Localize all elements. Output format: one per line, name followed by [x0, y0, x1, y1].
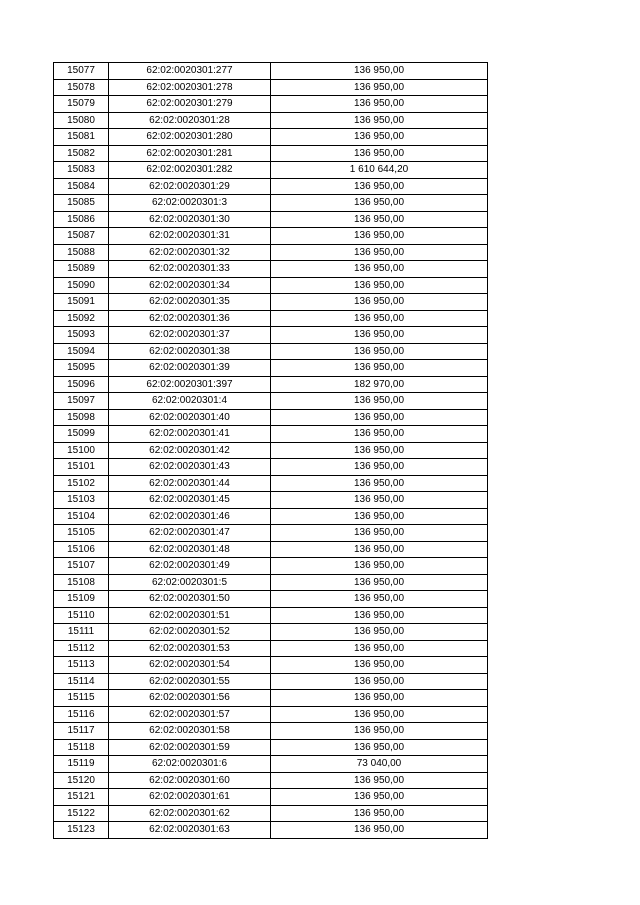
row-number-cell: 15111: [54, 624, 109, 641]
cadastral-number-cell: 62:02:0020301:33: [109, 261, 271, 278]
table-row: [54, 822, 488, 839]
value-cell: 136 950,00: [271, 673, 488, 690]
row-number-cell: 15113: [54, 657, 109, 674]
cadastral-number-cell: 62:02:0020301:49: [109, 558, 271, 575]
table-row: [54, 360, 488, 377]
cadastral-number-cell: 62:02:0020301:277: [109, 63, 271, 80]
row-number-cell: 15078: [54, 79, 109, 96]
cadastral-number-cell: 62:02:0020301:42: [109, 442, 271, 459]
table-row: [54, 195, 488, 212]
row-number-cell: 15106: [54, 541, 109, 558]
cadastral-number-cell: 62:02:0020301:61: [109, 789, 271, 806]
row-number-cell: 15120: [54, 772, 109, 789]
row-number-cell: 15080: [54, 112, 109, 129]
cadastral-number-cell: 62:02:0020301:278: [109, 79, 271, 96]
cadastral-number-cell: 62:02:0020301:63: [109, 822, 271, 839]
value-cell: 136 950,00: [271, 591, 488, 608]
value-cell: 136 950,00: [271, 310, 488, 327]
value-cell: 136 950,00: [271, 525, 488, 542]
cadastral-number-cell: 62:02:0020301:60: [109, 772, 271, 789]
value-cell: 136 950,00: [271, 327, 488, 344]
cadastral-number-cell: 62:02:0020301:43: [109, 459, 271, 476]
table-row: [54, 607, 488, 624]
value-cell: 136 950,00: [271, 261, 488, 278]
row-number-cell: 15091: [54, 294, 109, 311]
table-row: [54, 805, 488, 822]
value-cell: 136 950,00: [271, 145, 488, 162]
cadastral-number-cell: 62:02:0020301:59: [109, 739, 271, 756]
table-row: [54, 673, 488, 690]
table-row: [54, 129, 488, 146]
value-cell: 136 950,00: [271, 459, 488, 476]
value-cell: 136 950,00: [271, 789, 488, 806]
row-number-cell: 15118: [54, 739, 109, 756]
row-number-cell: 15088: [54, 244, 109, 261]
table-row: [54, 277, 488, 294]
cadastral-number-cell: 62:02:0020301:3: [109, 195, 271, 212]
row-number-cell: 15089: [54, 261, 109, 278]
table-row: [54, 343, 488, 360]
row-number-cell: 15077: [54, 63, 109, 80]
value-cell: 136 950,00: [271, 393, 488, 410]
row-number-cell: 15096: [54, 376, 109, 393]
row-number-cell: 15099: [54, 426, 109, 443]
row-number-cell: 15101: [54, 459, 109, 476]
table-body: [54, 63, 488, 839]
row-number-cell: 15110: [54, 607, 109, 624]
value-cell: 136 950,00: [271, 211, 488, 228]
row-number-cell: 15102: [54, 475, 109, 492]
table-row: [54, 574, 488, 591]
cadastral-number-cell: 62:02:0020301:51: [109, 607, 271, 624]
value-cell: 136 950,00: [271, 822, 488, 839]
cadastral-number-cell: 62:02:0020301:39: [109, 360, 271, 377]
cadastral-number-cell: 62:02:0020301:35: [109, 294, 271, 311]
row-number-cell: 15119: [54, 756, 109, 773]
value-cell: 136 950,00: [271, 706, 488, 723]
cadastral-number-cell: 62:02:0020301:41: [109, 426, 271, 443]
value-cell: 136 950,00: [271, 492, 488, 509]
table-row: [54, 178, 488, 195]
row-number-cell: 15079: [54, 96, 109, 113]
value-cell: 136 950,00: [271, 112, 488, 129]
value-cell: 136 950,00: [271, 409, 488, 426]
table-row: [54, 525, 488, 542]
table-row: [54, 739, 488, 756]
row-number-cell: 15083: [54, 162, 109, 179]
cadastral-number-cell: 62:02:0020301:32: [109, 244, 271, 261]
table-row: [54, 772, 488, 789]
table-row: [54, 756, 488, 773]
row-number-cell: 15105: [54, 525, 109, 542]
row-number-cell: 15087: [54, 228, 109, 245]
cadastral-number-cell: 62:02:0020301:28: [109, 112, 271, 129]
cadastral-number-cell: 62:02:0020301:280: [109, 129, 271, 146]
row-number-cell: 15104: [54, 508, 109, 525]
cadastral-number-cell: 62:02:0020301:5: [109, 574, 271, 591]
cadastral-number-cell: 62:02:0020301:56: [109, 690, 271, 707]
row-number-cell: 15084: [54, 178, 109, 195]
table-row: [54, 79, 488, 96]
table-row: [54, 261, 488, 278]
cadastral-number-cell: 62:02:0020301:45: [109, 492, 271, 509]
row-number-cell: 15093: [54, 327, 109, 344]
value-cell: 136 950,00: [271, 607, 488, 624]
table-row: [54, 211, 488, 228]
cadastral-number-cell: 62:02:0020301:58: [109, 723, 271, 740]
cadastral-number-cell: 62:02:0020301:34: [109, 277, 271, 294]
cadastral-number-cell: 62:02:0020301:44: [109, 475, 271, 492]
value-cell: 136 950,00: [271, 475, 488, 492]
cadastral-number-cell: 62:02:0020301:37: [109, 327, 271, 344]
value-cell: 136 950,00: [271, 195, 488, 212]
row-number-cell: 15112: [54, 640, 109, 657]
cadastral-number-cell: 62:02:0020301:38: [109, 343, 271, 360]
row-number-cell: 15115: [54, 690, 109, 707]
cadastral-number-cell: 62:02:0020301:57: [109, 706, 271, 723]
value-cell: 136 950,00: [271, 228, 488, 245]
row-number-cell: 15123: [54, 822, 109, 839]
value-cell: 136 950,00: [271, 426, 488, 443]
value-cell: 136 950,00: [271, 690, 488, 707]
value-cell: 1 610 644,20: [271, 162, 488, 179]
cadastral-number-cell: 62:02:0020301:6: [109, 756, 271, 773]
row-number-cell: 15103: [54, 492, 109, 509]
cadastral-number-cell: 62:02:0020301:50: [109, 591, 271, 608]
value-cell: 136 950,00: [271, 79, 488, 96]
table-row: [54, 459, 488, 476]
cadastral-number-cell: 62:02:0020301:40: [109, 409, 271, 426]
cadastral-number-cell: 62:02:0020301:48: [109, 541, 271, 558]
value-cell: 136 950,00: [271, 508, 488, 525]
value-cell: 136 950,00: [271, 294, 488, 311]
cadastral-number-cell: 62:02:0020301:36: [109, 310, 271, 327]
cadastral-number-cell: 62:02:0020301:47: [109, 525, 271, 542]
cadastral-number-cell: 62:02:0020301:30: [109, 211, 271, 228]
row-number-cell: 15092: [54, 310, 109, 327]
cadastral-number-cell: 62:02:0020301:62: [109, 805, 271, 822]
row-number-cell: 15097: [54, 393, 109, 410]
cadastral-number-cell: 62:02:0020301:55: [109, 673, 271, 690]
table-row: [54, 624, 488, 641]
value-cell: 73 040,00: [271, 756, 488, 773]
value-cell: 136 950,00: [271, 442, 488, 459]
table-row: [54, 244, 488, 261]
table-row: [54, 327, 488, 344]
cadastral-value-table: [53, 62, 488, 839]
cadastral-number-cell: 62:02:0020301:4: [109, 393, 271, 410]
table-row: [54, 789, 488, 806]
value-cell: 136 950,00: [271, 723, 488, 740]
table-row: [54, 723, 488, 740]
table-row: [54, 294, 488, 311]
cadastral-number-cell: 62:02:0020301:281: [109, 145, 271, 162]
value-cell: 136 950,00: [271, 574, 488, 591]
table-row: [54, 475, 488, 492]
value-cell: 136 950,00: [271, 558, 488, 575]
table-row: [54, 508, 488, 525]
table-row: [54, 376, 488, 393]
cadastral-number-cell: 62:02:0020301:279: [109, 96, 271, 113]
value-cell: 182 970,00: [271, 376, 488, 393]
value-cell: 136 950,00: [271, 63, 488, 80]
table-row: [54, 145, 488, 162]
cadastral-number-cell: 62:02:0020301:31: [109, 228, 271, 245]
row-number-cell: 15095: [54, 360, 109, 377]
row-number-cell: 15086: [54, 211, 109, 228]
table-row: [54, 690, 488, 707]
row-number-cell: 15107: [54, 558, 109, 575]
row-number-cell: 15090: [54, 277, 109, 294]
row-number-cell: 15114: [54, 673, 109, 690]
row-number-cell: 15081: [54, 129, 109, 146]
value-cell: 136 950,00: [271, 657, 488, 674]
row-number-cell: 15109: [54, 591, 109, 608]
table-row: [54, 426, 488, 443]
table-row: [54, 706, 488, 723]
row-number-cell: 15116: [54, 706, 109, 723]
cadastral-number-cell: 62:02:0020301:29: [109, 178, 271, 195]
table-row: [54, 558, 488, 575]
table-row: [54, 228, 488, 245]
row-number-cell: 15094: [54, 343, 109, 360]
row-number-cell: 15098: [54, 409, 109, 426]
table-row: [54, 591, 488, 608]
row-number-cell: 15121: [54, 789, 109, 806]
table-row: [54, 310, 488, 327]
row-number-cell: 15085: [54, 195, 109, 212]
row-number-cell: 15100: [54, 442, 109, 459]
value-cell: 136 950,00: [271, 129, 488, 146]
table-row: [54, 657, 488, 674]
cadastral-number-cell: 62:02:0020301:53: [109, 640, 271, 657]
value-cell: 136 950,00: [271, 360, 488, 377]
table-row: [54, 541, 488, 558]
cadastral-number-cell: 62:02:0020301:282: [109, 162, 271, 179]
value-cell: 136 950,00: [271, 96, 488, 113]
row-number-cell: 15108: [54, 574, 109, 591]
row-number-cell: 15122: [54, 805, 109, 822]
value-cell: 136 950,00: [271, 772, 488, 789]
table-row: [54, 640, 488, 657]
cadastral-number-cell: 62:02:0020301:52: [109, 624, 271, 641]
value-cell: 136 950,00: [271, 624, 488, 641]
value-cell: 136 950,00: [271, 244, 488, 261]
value-cell: 136 950,00: [271, 343, 488, 360]
row-number-cell: 15082: [54, 145, 109, 162]
value-cell: 136 950,00: [271, 178, 488, 195]
value-cell: 136 950,00: [271, 640, 488, 657]
row-number-cell: 15117: [54, 723, 109, 740]
value-cell: 136 950,00: [271, 541, 488, 558]
table-row: [54, 112, 488, 129]
table-row: [54, 409, 488, 426]
cadastral-number-cell: 62:02:0020301:46: [109, 508, 271, 525]
table-row: [54, 162, 488, 179]
value-cell: 136 950,00: [271, 805, 488, 822]
table-row: [54, 96, 488, 113]
value-cell: 136 950,00: [271, 739, 488, 756]
table-row: [54, 63, 488, 80]
value-cell: 136 950,00: [271, 277, 488, 294]
table-row: [54, 492, 488, 509]
cadastral-number-cell: 62:02:0020301:397: [109, 376, 271, 393]
table-row: [54, 442, 488, 459]
table-row: [54, 393, 488, 410]
cadastral-number-cell: 62:02:0020301:54: [109, 657, 271, 674]
